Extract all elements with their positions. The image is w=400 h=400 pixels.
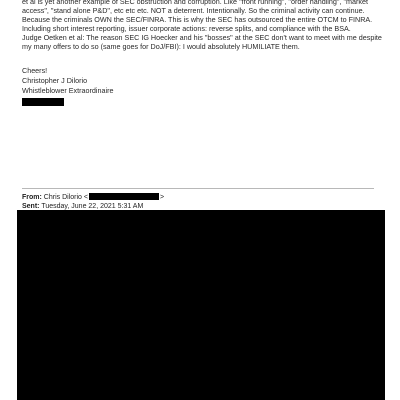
body-line: access", "stand alone P&D", etc etc etc. NOT a deterrent. Intentionally. So the criminal activity can continue. bbox=[22, 6, 365, 15]
signature-name: Christopher J Dilorio bbox=[22, 76, 88, 85]
email-header bbox=[22, 193, 164, 211]
from-suffix: > bbox=[159, 194, 165, 201]
email-body-text bbox=[22, 0, 392, 51]
sent-label: Sent: bbox=[22, 203, 40, 210]
email-divider bbox=[22, 188, 374, 189]
signature-title: Whistleblower Extraordinaire bbox=[22, 86, 114, 95]
from-line bbox=[22, 193, 164, 202]
body-line: Because the criminals OWN the SEC/FINRA. This is why the SEC has outsourced the entire OTCM to FINRA. bbox=[22, 15, 373, 24]
signature-block bbox=[22, 66, 113, 96]
from-label: From: bbox=[22, 194, 42, 201]
body-line: my many offers to do so (same goes for DoJ/FBI): I would absolutely HUMILIATE them. bbox=[22, 42, 300, 51]
body-line: Including short interest reporting, issuer corporate actions: reverse splits, and compliance with the BSA. bbox=[22, 24, 351, 33]
signature-closing: Cheers! bbox=[22, 66, 48, 75]
from-name: Chris Dilorio < bbox=[43, 194, 88, 201]
content-redaction bbox=[17, 210, 385, 400]
body-line: et al is yet another example of SEC obstruction and corruption. Like "front running", "order handling", "market bbox=[22, 0, 368, 6]
body-line: Judge Oetken et al: The reason SEC IG Hoecker and his "bosses" at the SEC don't want to meet with me despite bbox=[22, 33, 382, 42]
from-email-redaction bbox=[89, 193, 159, 200]
signature-redaction bbox=[22, 98, 64, 106]
sent-value: Tuesday, June 22, 2021 5:31 AM bbox=[41, 203, 144, 210]
